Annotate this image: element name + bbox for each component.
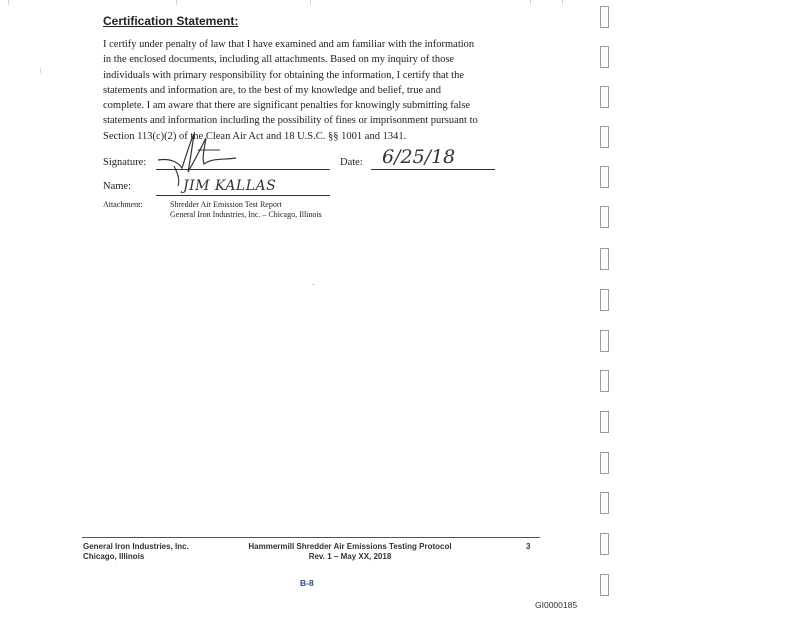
binder-tab <box>600 492 609 514</box>
attachment-item: General Iron Industries, Inc. – Chicago, Illinois <box>170 209 322 219</box>
name-value: JIM KALLAS <box>183 178 277 194</box>
company-location: Chicago, Illinois <box>83 552 145 561</box>
attachment-item: Shredder Air Emission Test Report <box>170 200 282 209</box>
company-name: General Iron Industries, Inc. <box>83 542 189 551</box>
binder-tab <box>600 166 609 188</box>
statement-line: statements and information are, to the best of my knowledge and belief, true and <box>103 84 441 96</box>
binder-tab <box>600 46 609 68</box>
statement-line: statements and information including the possibility of fines or imprisonment pursuant to <box>103 115 478 127</box>
footer-document-title <box>238 542 462 562</box>
binder-tab <box>600 86 609 108</box>
date-line <box>371 169 495 170</box>
binder-tab <box>600 206 609 228</box>
name-label: Name: <box>103 181 131 192</box>
binder-tab <box>600 6 609 28</box>
binder-tab <box>600 330 609 352</box>
attachment-list <box>170 200 322 219</box>
statement-line: individuals with primary responsibility for obtaining the information, I certify that the <box>103 69 465 81</box>
date-value: 6/25/18 <box>382 146 456 168</box>
bates-number: GI0000185 <box>535 600 578 610</box>
binder-tab <box>600 126 609 148</box>
statement-line: complete. I am aware that there are significant penalties for knowingly submitting false <box>103 100 471 112</box>
document-title: Hammermill Shredder Air Emissions Testing Protocol <box>248 542 452 551</box>
page-number: 3 <box>526 542 531 551</box>
attachment-label: Attachment: <box>103 200 143 209</box>
binder-tab <box>600 248 609 270</box>
statement-line: in the enclosed documents, including all attachments. Based on my inquiry of those <box>103 54 455 66</box>
document-revision: Rev. 1 – May XX, 2018 <box>308 552 392 561</box>
footer-rule <box>82 537 540 538</box>
statement-line: I certify under penalty of law that I have examined and am familiar with the information <box>103 39 475 50</box>
binder-tab <box>600 574 609 596</box>
footer-company <box>83 542 189 562</box>
certification-heading: Certification Statement: <box>103 14 239 28</box>
binder-tab <box>600 533 609 555</box>
binder-tab <box>600 370 609 392</box>
page-label: B-8 <box>300 578 314 588</box>
date-label: Date: <box>340 157 363 168</box>
statement-line: Section 113(c)(2) of the Clean Air Act and 18 U.S.C. §§ 1001 and 1341. <box>103 130 407 142</box>
binder-tab <box>600 289 609 311</box>
binder-tab <box>600 452 609 474</box>
name-line <box>156 195 330 196</box>
binder-tab <box>600 411 609 433</box>
signature-label: Signature: <box>103 157 147 168</box>
